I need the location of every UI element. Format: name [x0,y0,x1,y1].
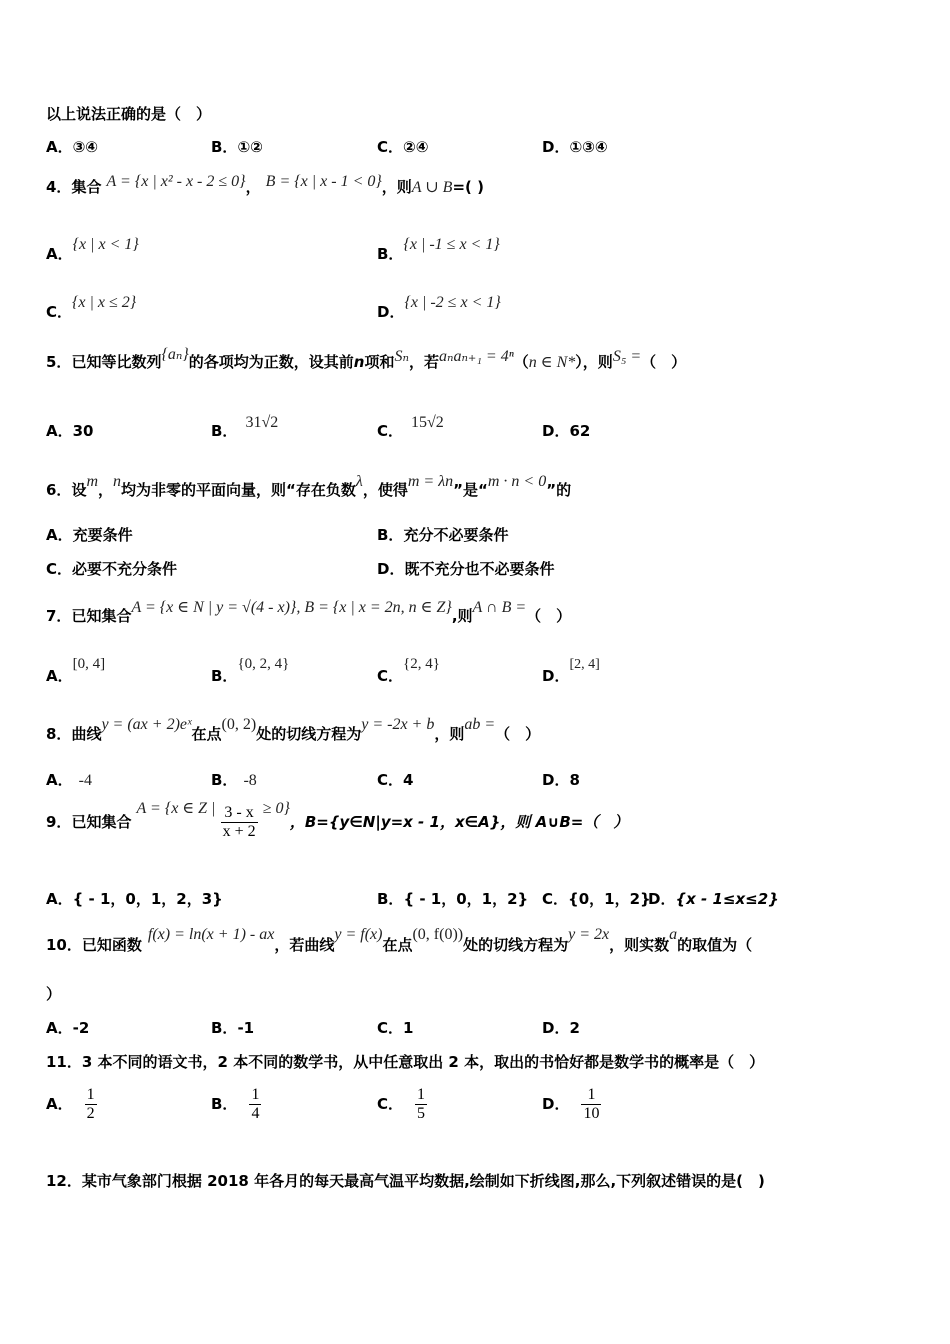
fraction-numerator: 1 [581,1086,601,1105]
option-label: C． [377,1095,404,1113]
q7-option-c[interactable] [377,652,440,685]
q9-stem [46,800,629,841]
question-number: 6． [46,481,72,499]
option-fraction [415,1086,427,1123]
option-label: B． [211,771,238,789]
option-label: B． [211,1019,238,1037]
q4-option-b[interactable] [377,233,500,263]
q8-stem [46,713,541,743]
q7-text: （ ） [526,607,572,625]
q6-text: 均为非零的平面向量，则“存在负数 [121,481,356,499]
option-label: B． [211,138,238,156]
q5-option-a[interactable] [46,411,94,440]
question-number: 7． [46,607,72,625]
q5-text: 项和 [364,353,395,371]
option-label: A． [46,1095,73,1113]
fraction-denominator: 5 [417,1105,426,1122]
option-label: B． [377,245,404,263]
q5-option-c[interactable] [377,411,444,440]
option-text: {0，1，2} [568,890,651,908]
question-number: 10． [46,936,82,954]
option-label: D． [542,1095,570,1113]
option-label: D． [542,667,570,685]
q5-stem [46,346,687,372]
q10-stem [46,923,753,954]
q6-text: ”的 [546,481,572,499]
q3-stem: 以上说法正确的是（ ） [46,105,212,123]
q7-math: A ∩ B = [472,599,527,616]
q4-set-a: A = {x | x² - x - 2 ≤ 0} [106,173,246,190]
q10-math: y = 2x [568,926,610,943]
q10-text: ，则实数 [609,936,670,954]
q10-option-b[interactable] [211,1017,254,1038]
option-label: A． [46,890,73,908]
option-text: 1 [403,1019,414,1037]
option-label: D． [648,890,676,908]
option-label: D． [542,138,570,156]
q6-option-a[interactable] [46,524,133,545]
q6-text: ， [98,481,114,499]
option-label: C． [377,771,404,789]
q3-option-a[interactable] [46,136,98,157]
q9-fraction [221,804,258,841]
q11-option-b[interactable] [211,1086,261,1123]
q7-text: ,则 [451,607,473,625]
option-label: D． [377,303,405,321]
q9-option-a[interactable] [46,888,223,909]
q4-text: 集合 [71,178,102,196]
q4-option-c[interactable] [46,291,137,321]
option-label: A． [46,422,73,440]
option-text: 31√2 [245,414,279,431]
question-number: 8． [46,725,72,743]
q6-option-b[interactable] [377,524,508,545]
q4-option-a[interactable] [46,233,139,263]
q8-math: y = (ax + 2)eˣ [101,716,192,733]
q4-sep: ， [245,178,261,196]
q8-option-a[interactable] [46,769,92,790]
q5-math: n [353,353,365,371]
q12-stem: 12．某市气象部门根据 2018 年各月的每天最高气温平均数据,绘制如下折线图,那么,下列叙述错误的是( ) [46,1172,765,1190]
option-label: D． [542,771,570,789]
q10-text: 处的切线方程为 [463,936,569,954]
question-number: 5． [46,353,72,371]
q5-text: （ ） [641,353,687,371]
q6-math: n [113,473,122,490]
q8-option-b[interactable] [211,769,257,790]
q9-math: A = {x ∈ Z | [136,800,216,817]
q5-option-d[interactable] [542,411,591,440]
q7-option-d[interactable] [542,652,600,685]
q8-math: y = -2x + b [361,716,435,733]
option-text: -1 [237,1019,255,1037]
option-label: C． [377,667,404,685]
q6-text: ，使得 [362,481,408,499]
q10-math: a [669,926,678,943]
q10-option-c[interactable] [377,1017,413,1038]
option-label: A． [46,667,73,685]
q5-text: 的各项均为正数，设其前 [188,353,354,371]
option-label: C． [377,1019,404,1037]
q7-math: A = {x ∈ N | y = √(4 - x)}, B = {x | x = 2n, n ∈ Z} [131,599,452,616]
q5-math: S₅ = [612,348,642,365]
q9-option-d[interactable] [648,888,779,909]
fraction-denominator: 10 [583,1105,600,1122]
q8-text: 在点 [191,725,222,743]
option-label: B． [377,526,404,544]
fraction-denominator: 4 [251,1105,260,1122]
q6-text: 设 [71,481,87,499]
option-text: [2, 4] [569,657,600,672]
q10-option-a[interactable] [46,1017,89,1038]
q4-expr: A ∪ B [411,179,453,196]
option-text: 既不充分也不必要条件 [404,560,555,578]
option-label: C． [46,560,73,578]
option-label: A． [46,526,73,544]
option-label: A． [46,1019,73,1037]
option-text: -4 [78,772,92,789]
q6-option-d[interactable] [377,558,554,579]
q10-option-d[interactable] [542,1017,580,1038]
q8-text: 曲线 [71,725,102,743]
q10-text: ，若曲线 [274,936,335,954]
q8-text: （ ） [495,725,541,743]
q11-stem: 11．3 本不同的语文书，2 本不同的数学书，从中任意取出 2 本，取出的书恰好都是数学书的概率是（ ） [46,1053,765,1071]
q5-math: n ∈ N* [528,354,576,371]
q6-math: λ [355,473,363,490]
q5-text: ，若 [408,353,439,371]
option-text: -8 [243,772,257,789]
option-text: [0, 4] [72,656,106,672]
q6-stem [46,470,572,499]
q3-option-c[interactable] [377,136,428,157]
option-text: ①② [237,138,263,156]
option-label: A． [46,245,73,263]
option-label: C． [377,138,404,156]
option-text: 30 [72,422,94,440]
option-text: ①③④ [569,138,608,156]
q4-option-d[interactable] [377,291,501,321]
q5-text: 已知等比数列 [71,353,162,371]
option-label: A． [46,138,73,156]
q8-option-c[interactable] [377,769,413,790]
q3-option-b[interactable] [211,136,263,157]
q10-math: f(x) = ln(x + 1) - ax [147,926,275,943]
q10-text-wrap: ） [46,985,62,1003]
q10-text: 已知函数 [81,936,142,954]
option-text: -2 [72,1019,90,1037]
fraction-numerator: 3 - x [221,804,258,823]
q6-math: m [86,473,99,490]
q9-text: 已知集合 [71,813,132,831]
q8-text: 处的切线方程为 [256,725,362,743]
option-text: 8 [569,771,580,789]
option-label: D． [542,1019,570,1037]
q6-math: m = λn [407,473,454,490]
fraction-numerator: 1 [417,1086,426,1103]
option-label: B． [377,890,404,908]
option-fraction [249,1086,261,1123]
q11-option-a[interactable] [46,1086,97,1123]
fraction-denominator: 2 [86,1105,95,1122]
option-text: ③④ [72,138,99,156]
q8-math: ab = [464,716,496,733]
option-label: D． [542,422,570,440]
q6-text: ”是“ [453,481,488,499]
option-text: 15√2 [411,414,444,431]
option-text: { - 1，0，1，2，3} [72,890,223,908]
question-number: 4． [46,178,72,196]
option-text: 必要不充分条件 [72,560,178,578]
option-text: 充分不必要条件 [403,526,509,544]
option-text: {x | -1 ≤ x < 1} [403,236,500,253]
option-label: C． [377,422,404,440]
q5-math: aₙaₙ₊₁ = 4ⁿ [438,348,514,365]
q6-option-c[interactable] [46,558,177,579]
q9-option-b[interactable] [377,888,528,909]
q10-math: (0, f(0)) [412,926,464,943]
q5-text: ），则 [575,353,613,371]
q4-stem [46,173,484,197]
option-text: {x | x ≤ 2} [72,294,137,311]
option-label: D． [377,560,405,578]
q6-math: m · n < 0 [487,473,547,490]
q8-text: ，则 [434,725,465,743]
option-label: A． [46,771,73,789]
option-label: B． [211,667,238,685]
option-text: {x | x < 1} [72,236,139,253]
option-label: C． [46,303,73,321]
q5-math: Sₙ [394,348,409,365]
q10-text: 在点 [382,936,413,954]
option-label: C． [542,890,569,908]
q5-text: （ [513,353,529,371]
q3-option-d[interactable] [542,136,608,157]
q9-option-c[interactable] [542,888,651,909]
option-text: ②④ [403,138,429,156]
q7-stem [46,596,572,625]
option-text: {x | -2 ≤ x < 1} [404,294,501,311]
q4-set-b: B = {x | x - 1 < 0} [265,173,382,190]
option-fraction [581,1086,601,1123]
q8-option-d[interactable] [542,769,580,790]
option-text: {2, 4} [403,656,440,672]
option-text: {0, 2, 4} [237,656,290,672]
q10-text: 的取值为（ [677,936,753,954]
fraction-denominator: x + 2 [222,823,256,840]
q9-text: ，B={y∈N|y=x - 1，x∈A}，则 A∪B=（ ） [289,813,629,831]
option-text: 2 [569,1019,580,1037]
q5-option-b[interactable] [211,411,279,440]
q5-math: {aₙ} [161,346,189,363]
option-text: 充要条件 [72,526,133,544]
q4-tail: =( ) [452,178,484,196]
option-text: 62 [569,422,591,440]
q8-math: (0, 2) [221,716,257,733]
option-label: B． [211,422,238,440]
q7-option-a[interactable] [46,652,106,685]
option-text: { - 1，0，1，2} [403,890,529,908]
q11-option-d[interactable] [542,1086,601,1123]
q7-text: 已知集合 [71,607,132,625]
fraction-numerator: 1 [251,1086,260,1103]
option-fraction [85,1086,97,1123]
q10-math: y = f(x) [334,926,383,943]
q4-text: ，则 [381,178,412,196]
fraction-numerator: 1 [86,1086,95,1103]
question-number: 9． [46,813,72,831]
q11-option-c[interactable] [377,1086,427,1123]
option-label: B． [211,1095,238,1113]
q7-option-b[interactable] [211,652,290,685]
q9-math: ≥ 0} [262,800,290,817]
option-text: {x - 1≤x≤2} [675,890,779,908]
option-text: 4 [403,771,414,789]
